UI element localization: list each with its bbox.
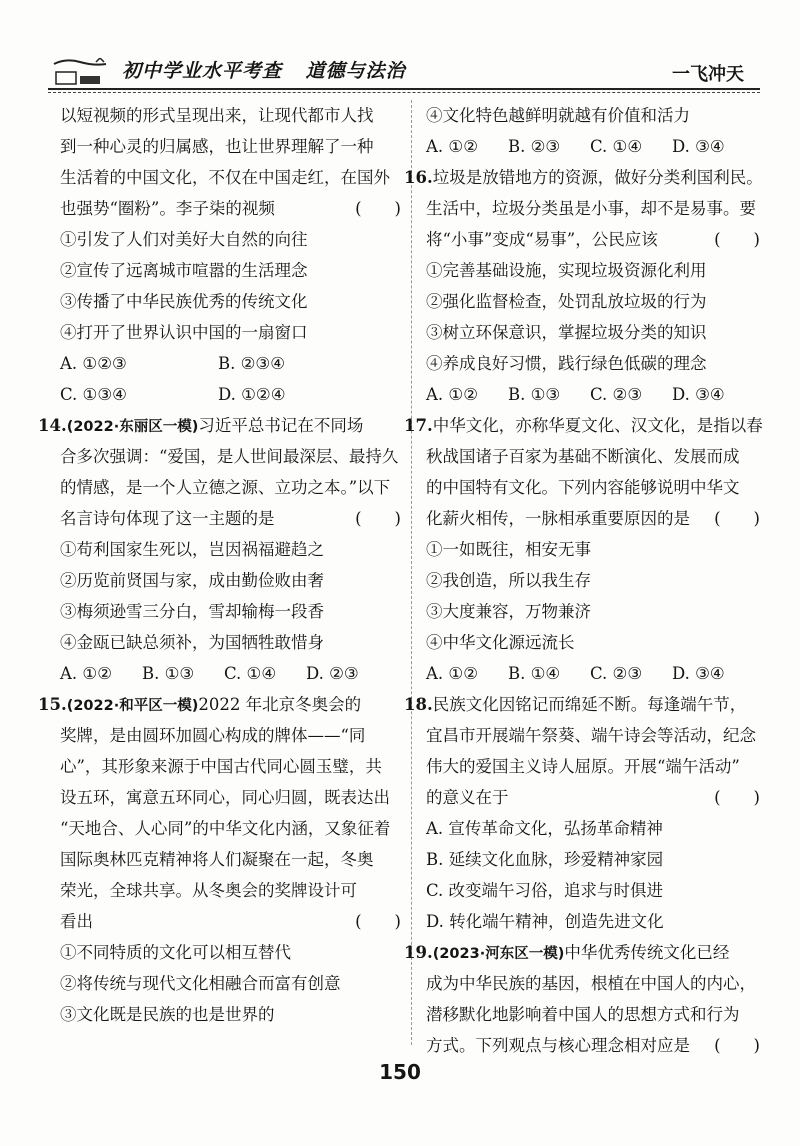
book-title: 初中学业水平考查 (122, 60, 283, 82)
option-c: C. ①④ (224, 664, 277, 683)
question-line: 伟大的爱国主义诗人屈原。开展“端午活动” (426, 757, 740, 776)
question-source: (2022·和平区一模) (66, 698, 199, 714)
option-d: D. ②③ (306, 664, 359, 683)
answer-bracket: ( ) (355, 509, 401, 528)
answer-item: ③大度兼容，万物兼济 (426, 602, 591, 621)
question-line: 生活着的中国文化，不仅在中国走红，在国外 (60, 168, 390, 187)
question-19: 19.(2023·河东区一模)中华优秀传统文化已经 (404, 943, 730, 962)
option-a: A. ①② (426, 664, 478, 683)
answer-item: ②将传统与现代文化相融合而富有创意 (60, 974, 341, 993)
option-b: B. ②③④ (218, 354, 285, 373)
answer-item: A. 宣传革命文化，弘扬革命精神 (426, 819, 663, 838)
answer-item: ③树立环保意识，掌握垃圾分类的知识 (426, 323, 707, 342)
question-line: 奖牌，是由圆环加圆心构成的牌体——“同 (60, 726, 366, 745)
answer-item: D. 转化端午精神，创造先进文化 (426, 912, 664, 931)
subject-title: 道德与法治 (305, 60, 406, 82)
answer-options (60, 348, 405, 379)
answer-bracket: ( ) (714, 230, 760, 249)
answer-item: ④养成良好习惯，践行绿色低碳的理念 (426, 354, 707, 373)
series-name: 一飞冲天 (672, 64, 744, 85)
option-a: A. ①② (426, 385, 478, 404)
question-line: 秋战国诸子百家为基础不断演化、发展而成 (426, 447, 740, 466)
question-number: 16. (404, 168, 433, 187)
question-number: 18. (404, 695, 433, 714)
option-d: D. ③④ (672, 664, 725, 683)
question-number: 15. (38, 695, 67, 714)
question-15: 15.(2022·和平区一模)2022 年北京冬奥会的 (38, 695, 362, 714)
question-line: “天地合、人心同”的中华文化内涵，又象征着 (60, 819, 391, 838)
answer-options (60, 658, 405, 689)
question-line: 生活中，垃圾分类虽是小事，却不是易事。要 (426, 199, 756, 218)
question-source: (2023·河东区一模) (432, 946, 565, 962)
question-line: 设五环，寓意五环同心，同心归圆，既表达出 (60, 788, 390, 807)
answer-bracket: ( ) (355, 912, 401, 931)
question-line: 荣光，全球共享。从冬奥会的奖牌设计可 (60, 881, 357, 900)
option-b: B. ①④ (508, 664, 561, 683)
answer-item: ②强化监督检查，处罚乱放垃圾的行为 (426, 292, 707, 311)
answer-item: ②历览前贤国与家，成由勤俭败由奢 (60, 571, 324, 590)
option-d: D. ③④ (672, 137, 725, 156)
option-c: C. ①④ (590, 137, 643, 156)
answer-item: ③传播了中华民族优秀的传统文化 (60, 292, 308, 311)
question-line: 化薪火相传，一脉相承重要原因的是 ( ) (426, 503, 764, 534)
answer-item: ④文化特色越鲜明就越有价值和活力 (426, 106, 690, 125)
question-line: 成为中华民族的基因，根植在中国人的内心， (426, 974, 756, 993)
question-18: 18.民族文化因铭记而绵延不断。每逢端午节， (404, 695, 747, 714)
question-line: 国际奥林匹克精神将人们凝聚在一起，冬奥 (60, 850, 374, 869)
option-c: C. ②③ (590, 385, 643, 404)
question-line: 看出 ( ) (60, 906, 405, 937)
publisher-logo-icon (52, 58, 108, 88)
right-column (404, 100, 764, 1061)
option-a: A. ①②③ (60, 354, 127, 373)
question-number: 19. (404, 943, 433, 962)
answer-item: B. 延续文化血脉，珍爱精神家园 (426, 850, 664, 869)
answer-item: ④中华文化源远流长 (426, 633, 575, 652)
question-line: 到一种心灵的归属感，也让世界理解了一种 (60, 137, 374, 156)
answer-options (426, 131, 764, 162)
page-number: 150 (379, 1060, 421, 1084)
header-title (122, 56, 422, 83)
option-b: B. ①③ (142, 664, 195, 683)
option-b: B. ①③ (508, 385, 561, 404)
question-number: 17. (404, 416, 433, 435)
question-line: 合多次强调：“爱国，是人世间最深层、最持久 (60, 447, 399, 466)
question-line: 潜移默化地影响着中国人的思想方式和行为 (426, 1005, 740, 1024)
question-line: 将“小事”变成“易事”，公民应该 ( ) (426, 224, 764, 255)
question-14: 14.(2022·东丽区一模)习近平总书记在不同场 (38, 416, 364, 435)
column-divider (411, 100, 412, 1045)
header-rule-dashed (48, 92, 760, 93)
question-17: 17.中华文化，亦称华夏文化、汉文化，是指以春 (404, 416, 763, 435)
answer-item: ①一如既往，相安无事 (426, 540, 591, 559)
question-line: 名言诗句体现了这一主题的是 ( ) (60, 503, 405, 534)
answer-bracket: ( ) (714, 509, 760, 528)
answer-item: ①苟利国家生死以，岂因祸福避趋之 (60, 540, 324, 559)
question-line: 心”，其形象来源于中国古代同心圆玉璧，共 (60, 757, 382, 776)
option-a: A. ①② (426, 137, 478, 156)
question-line: 宜昌市开展端午祭葵、端午诗会等活动，纪念 (426, 726, 756, 745)
question-line: 的意义在于 ( ) (426, 782, 764, 813)
answer-item: C. 改变端午习俗，追求与时俱进 (426, 881, 664, 900)
option-c: C. ②③ (590, 664, 643, 683)
answer-bracket: ( ) (714, 1036, 760, 1055)
option-d: D. ③④ (672, 385, 725, 404)
answer-options (60, 379, 405, 410)
question-source: (2022·东丽区一模) (66, 419, 199, 435)
option-c: C. ①③④ (60, 385, 127, 404)
answer-item: ③文化既是民族的也是世界的 (60, 1005, 275, 1024)
answer-item: ④打开了世界认识中国的一扇窗口 (60, 323, 308, 342)
header-rule (48, 88, 760, 90)
left-column (38, 100, 405, 1030)
answer-item: ②宣传了远离城市喧嚣的生活理念 (60, 261, 308, 280)
answer-options (426, 379, 764, 410)
answer-bracket: ( ) (355, 199, 401, 218)
question-line: 也强势“圈粉”。李子柒的视频 ( ) (60, 193, 405, 224)
answer-item: ①完善基础设施，实现垃圾资源化利用 (426, 261, 707, 280)
question-line: 以短视频的形式呈现出来，让现代都市人找 (60, 106, 374, 125)
question-line: 的情感，是一个人立德之源、立功之本。”以下 (60, 478, 391, 497)
answer-item: ①不同特质的文化可以相互替代 (60, 943, 291, 962)
answer-item: ①引发了人们对美好大自然的向往 (60, 230, 308, 249)
answer-item: ②我创造，所以我生存 (426, 571, 591, 590)
answer-options (426, 658, 764, 689)
answer-bracket: ( ) (714, 788, 760, 807)
option-a: A. ①② (60, 664, 112, 683)
question-16: 16.垃圾是放错地方的资源，做好分类利国利民。 (404, 168, 763, 187)
question-line: 的中国特有文化。下列内容能够说明中华文 (426, 478, 740, 497)
page-header (0, 0, 800, 100)
answer-item: ④金瓯已缺总须补，为国牺牲敢惜身 (60, 633, 324, 652)
question-number: 14. (38, 416, 67, 435)
question-line: 方式。下列观点与核心理念相对应是 ( ) (426, 1030, 764, 1061)
option-d: D. ①②④ (218, 385, 286, 404)
answer-item: ③梅须逊雪三分白，雪却输梅一段香 (60, 602, 324, 621)
option-b: B. ②③ (508, 137, 561, 156)
